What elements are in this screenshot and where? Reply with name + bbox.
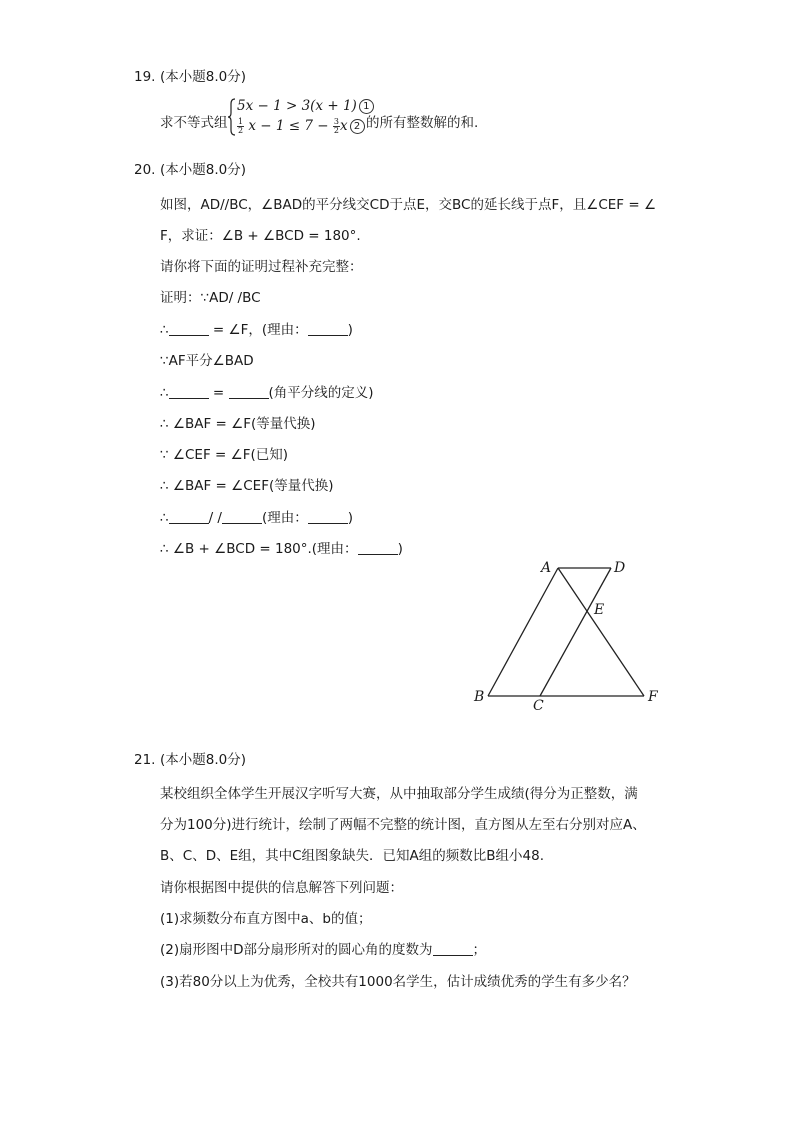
- q20-step-8: ∴ ∠B + ∠BCD = 180°.(理由： ): [160, 541, 403, 557]
- q21-part-2: (2)扇形图中D部分扇形所对的圆心角的度数为 ；: [160, 942, 487, 958]
- q20-text-line-2: F，求证：∠B + ∠BCD = 180°.: [160, 228, 361, 244]
- q21-text-line-4: 请你根据图中提供的信息解答下列问题：: [160, 880, 403, 896]
- label-F: F: [648, 689, 658, 705]
- q20-step-5: ∵ ∠CEF = ∠F(已知): [160, 447, 288, 463]
- q19-score: (本小题8.0分): [160, 69, 247, 85]
- answer-blank[interactable]: [308, 509, 348, 524]
- q20-text-line-1: 如图，AD//BC，∠BAD的平分线交CD于点E，交BC的延长线于点F，且∠CEF = ∠: [160, 197, 657, 213]
- q19-frac-three-halves: $\frac{3}{2}$: [333, 117, 339, 135]
- q19-brace: [228, 98, 236, 136]
- q20-text-line-3: 请你将下面的证明过程补充完整：: [160, 259, 363, 275]
- q21-score: (本小题8.0分): [160, 752, 247, 768]
- q20-step-7: ∴ / / (理由： ): [160, 510, 354, 526]
- q20-step-1: ∴ = ∠F，(理由： ): [160, 322, 353, 338]
- q19-frac-half: $\frac{1}{2}$: [238, 117, 244, 135]
- q20-number: 20.: [134, 162, 156, 178]
- q19-inequality-2: [237, 117, 365, 135]
- label-C: C: [533, 698, 544, 714]
- label-A: A: [541, 560, 552, 576]
- segment-AB: [488, 568, 558, 696]
- q20-proof-start: 证明：∵AD/ /BC: [160, 290, 261, 306]
- answer-blank[interactable]: [358, 540, 398, 555]
- q19-ineq2-var: x: [339, 118, 348, 134]
- q21-text-line-2: 分为100分)进行统计，绘制了两幅不完整的统计图，直方图从左至右分别对应A、: [160, 817, 646, 833]
- answer-blank[interactable]: [229, 384, 269, 399]
- q19-ineq1-text: 5x − 1 > 3(x + 1): [237, 98, 357, 114]
- q19-circled-1: 1: [359, 99, 374, 114]
- q20-step-2: ∵AF平分∠BAD: [160, 353, 254, 369]
- answer-blank[interactable]: [222, 509, 262, 524]
- answer-blank[interactable]: [308, 321, 348, 336]
- q21-part-3: (3)若80分以上为优秀，全校共有1000名学生，估计成绩优秀的学生有多少名？: [160, 974, 636, 990]
- q19-prefix: 求不等式组: [160, 115, 228, 131]
- q20-step-6: ∴ ∠BAF = ∠CEF(等量代换): [160, 478, 334, 494]
- q21-number: 21.: [134, 752, 156, 768]
- answer-blank[interactable]: [169, 384, 209, 399]
- q19-circled-2: 2: [350, 119, 365, 134]
- q21-part-1: (1)求频数分布直方图中a、b的值；: [160, 911, 372, 927]
- answer-blank[interactable]: [433, 941, 473, 956]
- q20-geometry-figure: [470, 555, 670, 715]
- label-E: E: [594, 602, 605, 618]
- q19-inequality-1: [237, 97, 374, 115]
- q19-ineq2-mid: x − 1 ≤ 7 −: [248, 118, 329, 134]
- q20-score: (本小题8.0分): [160, 162, 247, 178]
- label-D: D: [614, 560, 626, 576]
- q19-suffix: 的所有整数解的和.: [366, 115, 479, 131]
- q21-text-line-3: B、C、D、E组，其中C组图象缺失．已知A组的频数比B组小48.: [160, 848, 545, 864]
- q19-number: 19.: [134, 69, 156, 85]
- answer-blank[interactable]: [169, 509, 209, 524]
- q21-text-line-1: 某校组织全体学生开展汉字听写大赛，从中抽取部分学生成绩(得分为正整数，满: [160, 786, 638, 802]
- label-B: B: [474, 689, 485, 705]
- answer-blank[interactable]: [169, 321, 209, 336]
- q20-step-3: ∴ = (角平分线的定义): [160, 385, 374, 401]
- q20-step-4: ∴ ∠BAF = ∠F(等量代换): [160, 416, 316, 432]
